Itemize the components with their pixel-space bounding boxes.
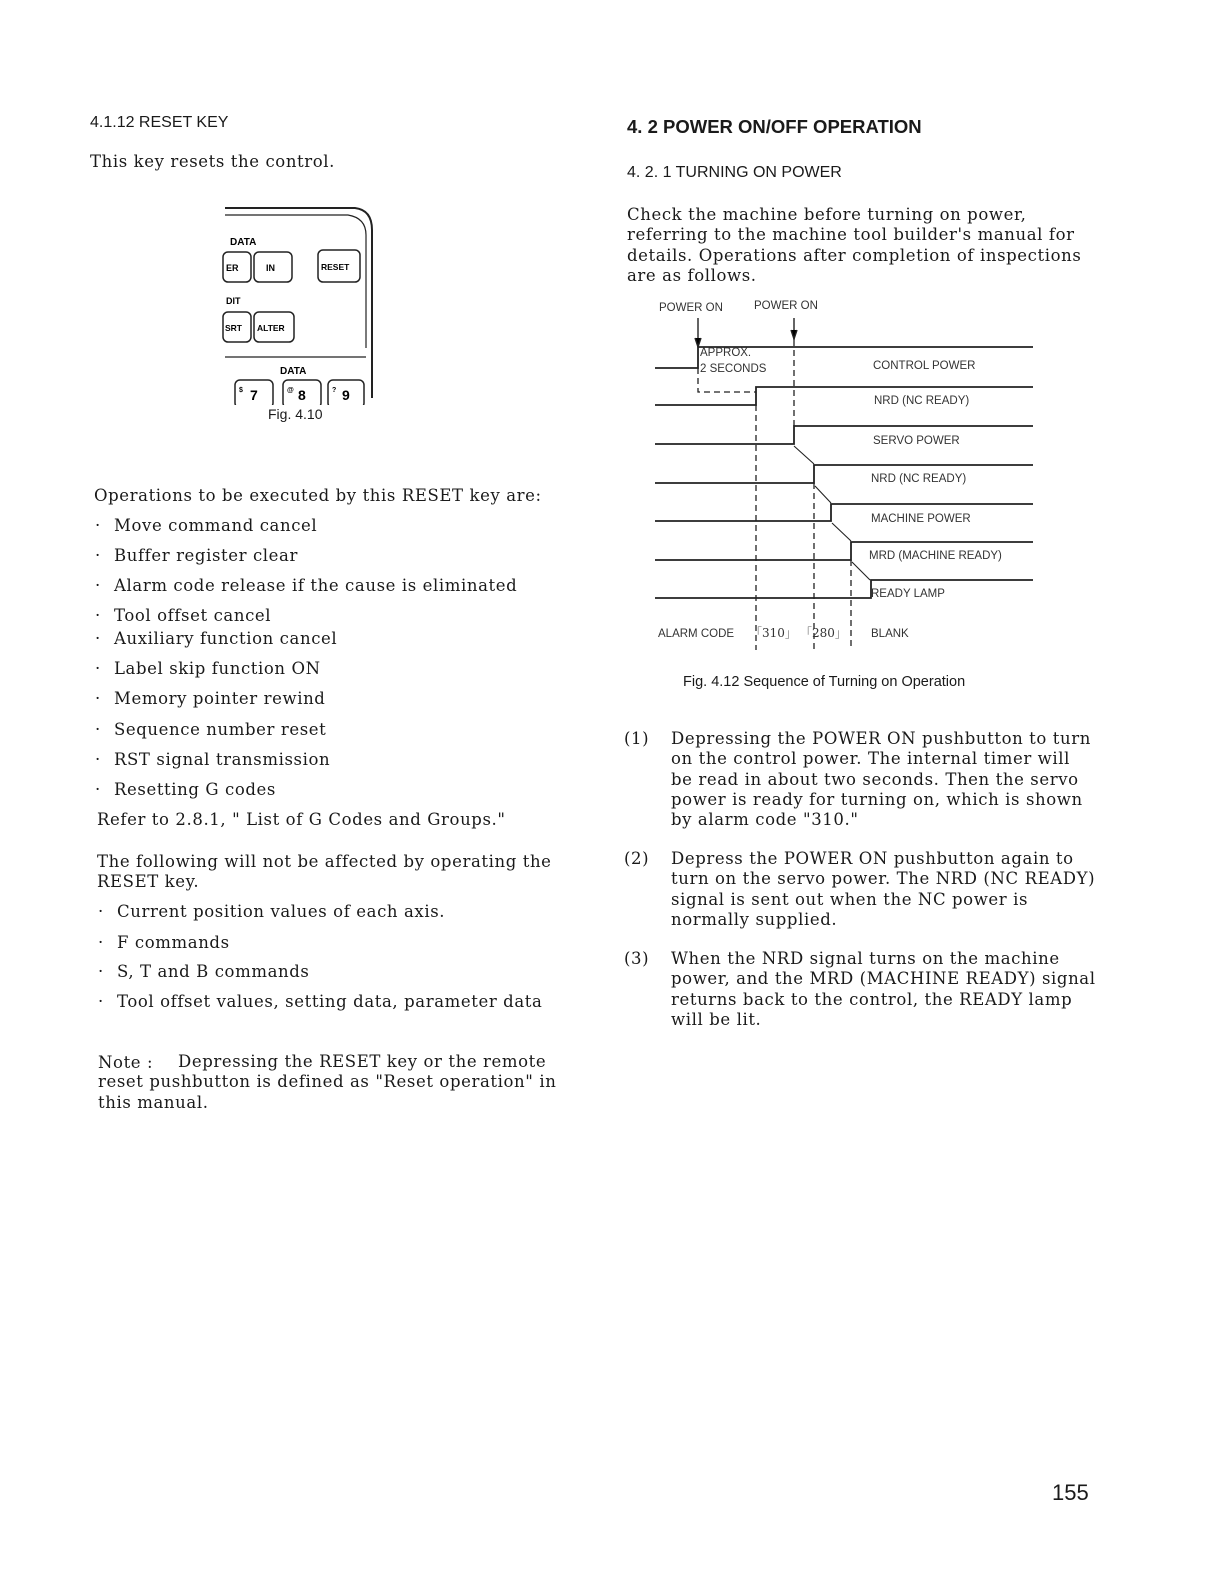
step-number: (1) <box>624 729 650 748</box>
page-number: 155 <box>1052 1480 1089 1505</box>
svg-text:BLANK: BLANK <box>871 628 909 640</box>
bullet: · <box>98 962 104 981</box>
bullet: · <box>95 606 101 625</box>
signal-machine-power <box>655 504 1033 521</box>
figure-caption: Fig. 4.10 <box>268 406 323 422</box>
svg-text:「280」: 「280」 <box>800 626 847 640</box>
list-item: Tool offset values, setting data, parameter data <box>117 992 543 1011</box>
svg-text:8: 8 <box>298 387 306 403</box>
list-item: Buffer register clear <box>114 546 298 565</box>
note-text: Depressing the RESET key or the remote reset pushbutton is defined as "Reset operation" in this manual. <box>98 1052 557 1112</box>
step-text: Depressing the POWER ON pushbutton to turn on the control power. The internal timer will be read in about two seconds. Then the servo power is ready for turning on, which is shown by alarm code "310." <box>671 729 1091 830</box>
signal-servo-power <box>655 426 1033 444</box>
not-affected-intro: The following will not be affected by operating the RESET key. <box>97 852 552 892</box>
signal-ready-lamp <box>655 580 1033 598</box>
svg-text:ALTER: ALTER <box>257 323 285 333</box>
svg-text:2 SECONDS: 2 SECONDS <box>700 363 767 375</box>
bullet: · <box>95 546 101 565</box>
svg-text:$: $ <box>239 387 243 394</box>
signal-label: SERVO POWER <box>873 435 960 447</box>
section-title: 4. 2 POWER ON/OFF OPERATION <box>627 116 922 137</box>
bullet: · <box>95 720 101 739</box>
list-item: Sequence number reset <box>114 720 327 739</box>
list-item: Memory pointer rewind <box>114 689 326 708</box>
alarm-code-label: ALARM CODE <box>658 628 735 640</box>
note-label: Note : <box>98 1053 154 1072</box>
svg-text:「310」: 「310」 <box>750 626 797 640</box>
bullet: · <box>95 659 101 678</box>
bullet: · <box>95 780 101 799</box>
list-item: Alarm code release if the cause is eliminated <box>114 576 518 595</box>
bullet: · <box>95 750 101 769</box>
bullet: · <box>98 992 104 1011</box>
step-number: (3) <box>624 949 650 968</box>
svg-text:SRT: SRT <box>225 323 242 333</box>
bullet: · <box>98 902 104 921</box>
power-on-label-1: POWER ON <box>659 302 723 314</box>
step-number: (2) <box>624 849 650 868</box>
svg-text:APPROX.: APPROX. <box>700 347 752 359</box>
svg-text:DATA: DATA <box>280 366 307 377</box>
timing-diagram <box>0 0 1224 700</box>
signal-nrd-2 <box>655 465 1033 483</box>
svg-text:IN: IN <box>266 263 275 273</box>
svg-text:?: ? <box>332 387 337 394</box>
refer-text: Refer to 2.8.1, " List of G Codes and Groups." <box>97 810 506 829</box>
bullet: · <box>95 576 101 595</box>
power-on-label-2: POWER ON <box>754 300 818 312</box>
bullet: · <box>98 933 104 952</box>
signal-label: READY LAMP <box>871 588 945 600</box>
svg-text:ER: ER <box>226 263 239 273</box>
intro-text: This key resets the control. <box>90 152 336 171</box>
list-item: Resetting G codes <box>114 780 276 799</box>
signal-label: NRD (NC READY) <box>871 473 967 485</box>
bullet: · <box>95 516 101 535</box>
list-item: Current position values of each axis. <box>117 902 446 921</box>
list-item: Auxiliary function cancel <box>114 629 338 648</box>
list-item: RST signal transmission <box>114 750 331 769</box>
ops-intro: Operations to be executed by this RESET key are: <box>94 486 542 505</box>
signal-label: NRD (NC READY) <box>874 395 970 407</box>
list-item: Move command cancel <box>114 516 318 535</box>
right-intro: Check the machine before turning on power, referring to the machine tool builder's manual for details. Operations after completion of inspections are as follows. <box>627 205 1082 285</box>
data-label: DATA <box>230 237 257 248</box>
svg-text:@: @ <box>287 387 294 394</box>
subsection-heading: 4. 2. 1 TURNING ON POWER <box>627 164 842 181</box>
signal-label: MACHINE POWER <box>871 513 971 525</box>
diagram-caption: Fig. 4.12 Sequence of Turning on Operation <box>683 674 966 690</box>
signal-label: CONTROL POWER <box>873 360 976 372</box>
step-text: Depress the POWER ON pushbutton again to turn on the servo power. The NRD (NC READY) signal is sent out when the NC power is normally supplied. <box>671 849 1096 929</box>
svg-text:9: 9 <box>342 387 350 403</box>
bullet: · <box>95 629 101 648</box>
bullet: · <box>95 689 101 708</box>
list-item: Tool offset cancel <box>114 606 272 625</box>
step-text: When the NRD signal turns on the machine power, and the MRD (MACHINE READY) signal returns back to the control, the READY lamp will be lit. <box>671 949 1096 1029</box>
svg-text:DIT: DIT <box>226 296 241 306</box>
signal-nrd-1 <box>655 387 1033 405</box>
svg-text:RESET: RESET <box>321 262 350 272</box>
list-item: F commands <box>117 933 230 952</box>
section-heading-reset-key: 4.1.12 RESET KEY <box>90 114 229 131</box>
signal-label: MRD (MACHINE READY) <box>869 550 1002 562</box>
list-item: S, T and B commands <box>117 962 310 981</box>
list-item: Label skip function ON <box>114 659 321 678</box>
svg-text:7: 7 <box>250 387 258 403</box>
